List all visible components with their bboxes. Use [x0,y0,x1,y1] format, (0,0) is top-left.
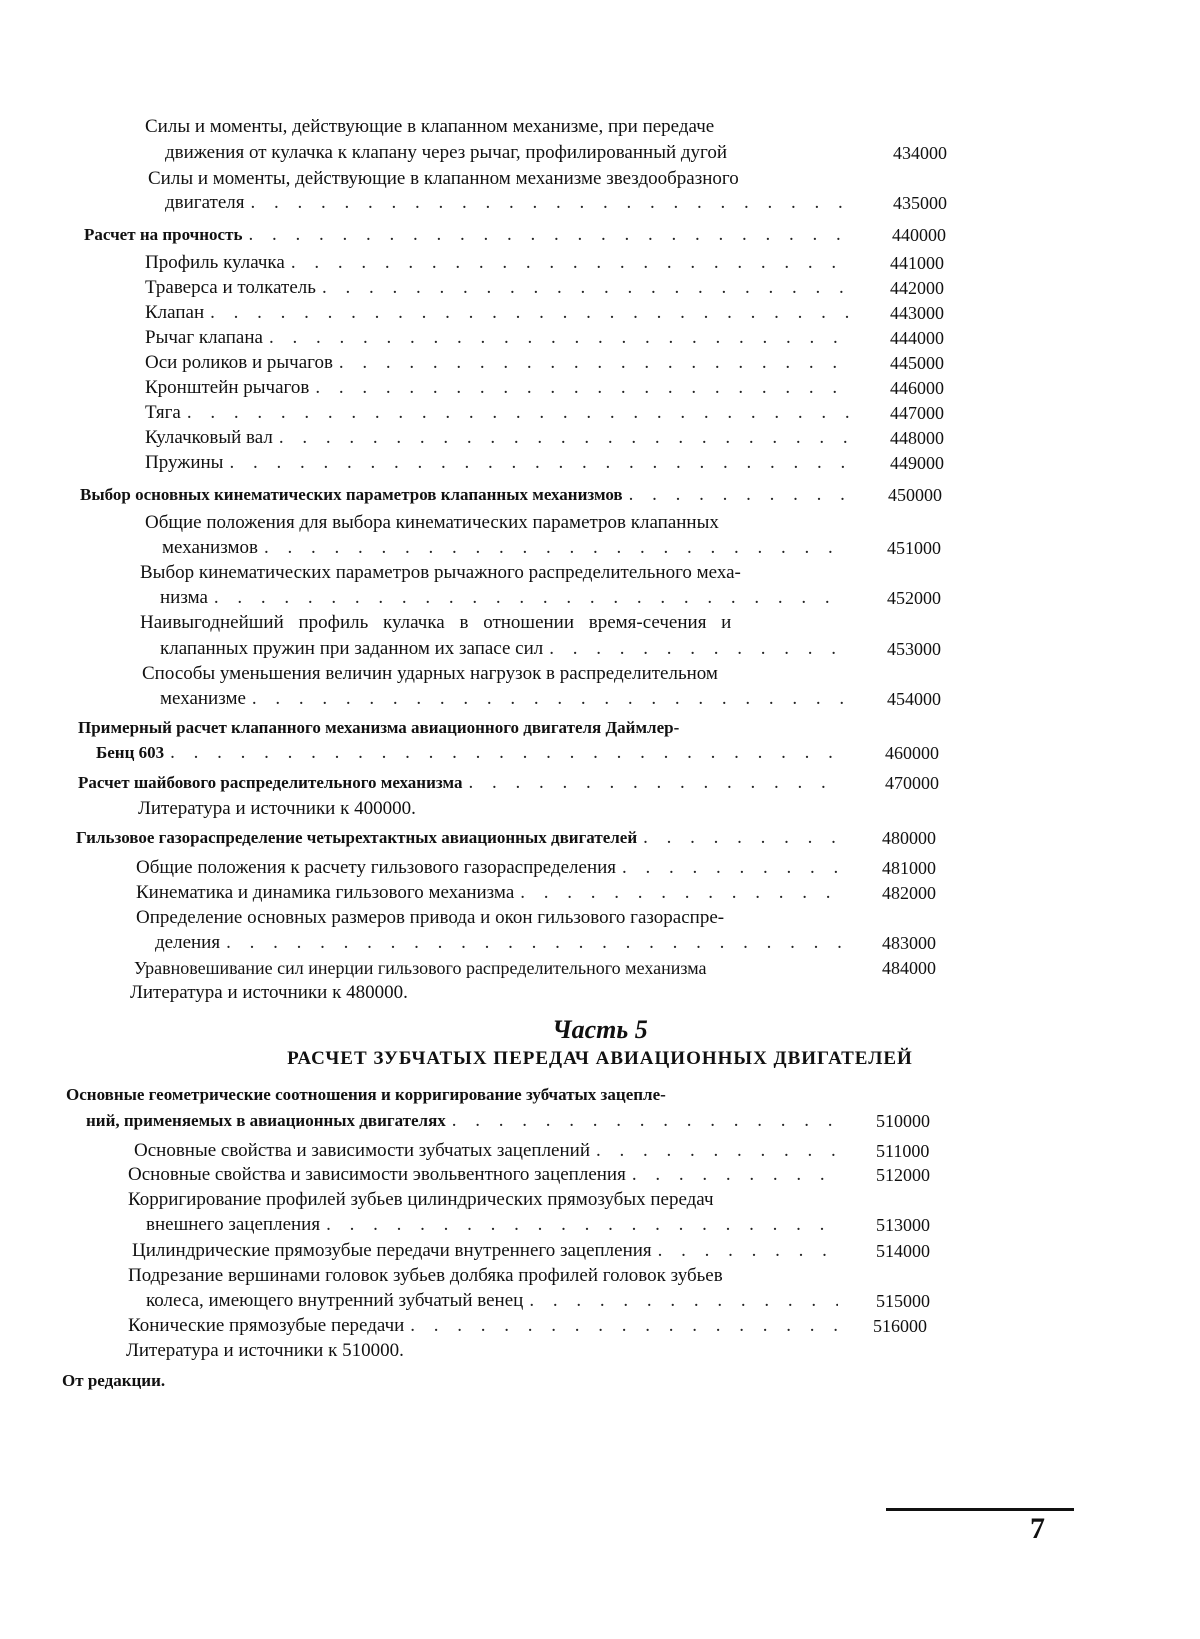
toc-entry [162,537,941,559]
toc-entry-text: Рычаг клапана [145,327,263,348]
toc-entry [80,484,942,506]
toc-section-heading: Гильзовое газораспределение четырехтактных авиационных двигателей [76,828,638,847]
toc-entry-text: Общие положения для выбора кинематических параметров клапанных [145,512,719,533]
toc-entry-number: 441000 [890,253,944,273]
toc-entry-text: Кронштейн рычагов [145,377,310,398]
toc-entry-number: 481000 [882,858,936,878]
toc-entry-text: Профиль кулачка [145,252,285,273]
toc-entry [86,1110,930,1132]
dot-leader [229,452,849,474]
dot-leader [468,772,842,794]
toc-entry [134,957,936,979]
dot-leader [264,537,846,559]
toc-entry [145,277,944,299]
toc-entry-number: 453000 [887,639,941,659]
toc-entry [76,827,936,849]
toc-entry-text: Цилиндрические прямозубые передачи внутреннего зацепления [132,1240,652,1261]
dot-leader [226,932,842,954]
toc-entry [160,587,941,609]
toc-entry-text: Кулачковый вал [145,427,273,448]
toc-entry [160,688,941,710]
toc-entry-text: Корригирование профилей зубьев цилиндрических прямозубых передач [128,1189,714,1210]
toc-entry-text: Силы и моменты, действующие в клапанном механизме, при передаче [145,116,715,137]
toc-entry-number: 448000 [890,428,944,448]
toc-entry-number: 484000 [882,958,936,978]
toc-entry-number: 451000 [887,538,941,558]
toc-entry [165,142,947,164]
toc-entry [145,452,944,474]
toc-entry-number: 480000 [882,828,936,848]
toc-entry [145,302,944,324]
toc-entry [155,932,936,954]
toc-entry [145,352,944,374]
toc-entry-text: Кинематика и динамика гильзового механизма [136,882,515,903]
toc-entry-text: Тяга [145,402,181,423]
dot-leader [326,1214,838,1236]
dot-leader [596,1140,838,1162]
toc-literature: Литература и источники к 480000. [130,982,408,1003]
dot-leader [315,377,849,399]
dot-leader [248,224,849,246]
toc-entry-number: 443000 [890,303,944,323]
toc-entry-text: Конические прямозубые передачи [128,1315,405,1336]
toc-entry-number: 482000 [882,883,936,903]
dot-leader [210,302,849,324]
toc-entry [145,427,944,449]
toc-entry-number: 449000 [890,453,944,473]
toc-section-heading: Бенц 603 [96,743,165,762]
toc-entry-text: Общие положения к расчету гильзового газораспределения [136,857,617,878]
dot-leader [529,1290,838,1312]
dot-leader [252,688,844,710]
toc-entry-text: Основные свойства и зависимости эвольвентного зацепления [128,1164,626,1185]
toc-entry [165,192,947,214]
toc-entry-text: Клапан [145,302,205,323]
toc-entry-text: механизмов [162,537,258,558]
toc-entry-number: 454000 [887,689,941,709]
toc-entry [145,252,944,274]
toc-section-heading: Основные геометрические соотношения и корригирование зубчатых зацепле- [66,1085,666,1104]
toc-entry-number: 511000 [876,1141,930,1161]
toc-entry-text: Выбор кинематических параметров рычажного распределительного меха- [140,562,741,583]
toc-entry [128,1315,927,1337]
dot-leader [187,402,849,424]
dot-leader [658,1240,838,1262]
dot-leader [339,352,849,374]
toc-entry-text: Основные свойства и зависимости зубчатых зацеплений [134,1140,590,1161]
toc-entry [146,1290,930,1312]
editorial-note: От редакции. [62,1371,166,1390]
toc-entry [145,327,944,349]
dot-leader [549,638,844,660]
toc-entry-number: 442000 [890,278,944,298]
toc-entry [136,857,936,879]
dot-leader [410,1315,838,1337]
toc-entry-number: 483000 [882,933,936,953]
toc-literature: Литература и источники к 400000. [138,798,416,819]
toc-entry [136,882,936,904]
toc-section-heading: Выбор основных кинематических параметров клапанных механизмов [80,485,623,504]
toc-entry-text: Силы и моменты, действующие в клапанном механизме звездообразного [148,168,739,189]
dot-leader [643,827,842,849]
dot-leader [214,587,844,609]
toc-entry-text: колеса, имеющего внутренний зубчатый венец [146,1290,524,1311]
toc-entry-text: деления [155,932,221,953]
toc-entry-text: движения от кулачка к клапану через рычаг, профилированный дугой [165,142,728,163]
toc-entry-number: 516000 [873,1316,927,1336]
toc-entry-number: 445000 [890,353,944,373]
dot-leader [452,1110,840,1132]
dot-leader [632,1164,838,1186]
dot-leader [170,742,844,764]
toc-entry-number: 512000 [876,1165,930,1185]
toc-entry-number: 450000 [888,485,942,505]
toc-entry-number: 435000 [893,193,947,213]
toc-entry-text: Способы уменьшения величин ударных нагрузок в распределительном [142,663,718,684]
dot-leader [279,427,849,449]
toc-entry-text: Подрезание вершинами головок зубьев долбяка профилей головок зубьев [128,1265,723,1286]
toc-entry [145,402,944,424]
toc-entry-text: внешнего зацепления [146,1214,321,1235]
toc-entry-text: Оси роликов и рычагов [145,352,333,373]
toc-entry-number: 434000 [893,143,947,163]
part-title: Часть 5 [552,1015,648,1044]
toc-entry-number: 460000 [885,743,939,763]
toc-entry [132,1240,930,1262]
page-number: 7 [1030,1512,1045,1545]
toc-entry-text: Пружины [145,452,224,473]
toc-entry-number: 440000 [892,225,946,245]
toc-entry-text: низма [160,587,208,608]
toc-entry-text: механизме [160,688,246,709]
toc-entry [160,638,941,660]
toc-entry-number: 446000 [890,378,944,398]
dot-leader [629,484,844,506]
toc-section-heading: Расчет шайбового распределительного механизма [78,773,463,792]
dot-leader [622,857,842,879]
toc-entry [84,224,946,246]
dot-leader [520,882,842,904]
toc-entry-text: Уравновешивание сил инерции гильзового распределительного механизма [134,958,707,978]
toc-entry-number: 515000 [876,1291,930,1311]
dot-leader [291,252,849,274]
dot-leader [251,192,850,214]
toc-section-heading: Расчет на прочность [84,225,243,244]
toc-entry-text: клапанных пружин при заданном их запасе сил [160,638,544,659]
toc-section-heading: ний, применяемых в авиационных двигателях [86,1111,446,1130]
toc-section-heading: Примерный расчет клапанного механизма авиационного двигателя Даймлер- [78,718,680,737]
toc-entry-number: 447000 [890,403,944,423]
toc-entry-number: 513000 [876,1215,930,1235]
toc-entry-number: 510000 [876,1111,930,1131]
toc-entry-number: 514000 [876,1241,930,1261]
toc-entry-number: 452000 [887,588,941,608]
toc-entry [134,1140,930,1162]
toc-entry [146,1214,930,1236]
footer-rule [886,1508,1074,1511]
toc-entry [128,1164,930,1186]
dot-leader [269,327,849,349]
toc-entry-text: Траверса и толкатель [145,277,316,298]
part-subtitle: РАСЧЕТ ЗУБЧАТЫХ ПЕРЕДАЧ АВИАЦИОННЫХ ДВИГАТЕЛЕЙ [287,1048,913,1069]
dot-leader [322,277,849,299]
toc-entry-text: двигателя [165,192,245,213]
toc-entry [145,377,944,399]
toc-literature: Литература и источники к 510000. [126,1340,404,1361]
toc-entry-text: Определение основных размеров привода и окон гильзового газораспре- [136,907,725,928]
toc-entry [96,742,939,764]
toc-entry-text: Наивыгоднейший профиль кулачка в отношении время-сечения и [140,612,732,633]
toc-entry [78,772,939,794]
toc-entry-number: 470000 [885,773,939,793]
toc-entry-number: 444000 [890,328,944,348]
